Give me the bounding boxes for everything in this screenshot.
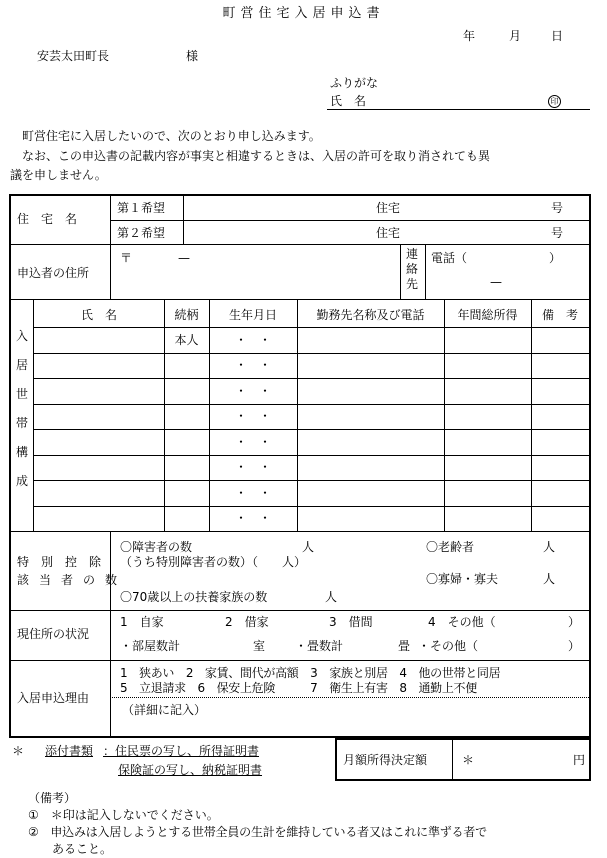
housing-choice-1-label: 第１希望	[117, 201, 166, 215]
document-title: 町営住宅入居申込書	[222, 6, 385, 21]
contact-label: 連 絡 先	[405, 247, 418, 291]
address-contact-divider	[400, 244, 401, 299]
housing-choice-2-mid: 住宅	[376, 226, 401, 240]
housing-choice-1-mid: 住宅	[376, 201, 401, 215]
residence-tatami: ・畳数計	[295, 639, 344, 653]
phone-input[interactable]	[470, 249, 545, 265]
deduction-disabled-unit: 人	[302, 540, 315, 554]
deduction-widow-unit: 人	[543, 572, 556, 586]
deduction-special-disabled: （うち特別障害者の数）（ 人）	[120, 555, 307, 569]
dob-placeholder: ・ ・	[234, 435, 271, 449]
deduction-dependents-unit: 人	[325, 590, 338, 604]
deduction-divider	[110, 531, 111, 610]
col-header-remarks: 備 考	[541, 308, 578, 322]
income-box-bottom	[335, 779, 591, 781]
residence-divider	[110, 610, 111, 660]
housing-label: 住 宅 名	[17, 212, 78, 226]
date-day[interactable]: 日	[551, 29, 564, 43]
dob-placeholder: ・ ・	[234, 460, 271, 474]
housing-row-divider	[110, 220, 590, 221]
intro-line-3: 議を申しません。	[10, 168, 107, 182]
dob-placeholder: ・ ・	[234, 333, 271, 347]
income-mark: ＊	[462, 753, 475, 767]
deduction-elderly: 〇老齢者	[426, 540, 475, 554]
residence-opt-3[interactable]: 3 借間	[329, 615, 373, 629]
deduction-disabled: 〇障害者の数	[120, 540, 193, 554]
col-header-relation: 続柄	[174, 308, 199, 322]
residence-opt-4[interactable]: 4 その他（	[428, 615, 496, 629]
dob-placeholder: ・ ・	[234, 409, 271, 423]
furigana-label: ふりがな	[330, 76, 379, 90]
date-month[interactable]: 月	[509, 29, 522, 43]
dob-placeholder: ・ ・	[234, 384, 271, 398]
table-row[interactable]	[34, 328, 589, 352]
table-row[interactable]	[34, 481, 589, 505]
reason-detail: （詳細に記入）	[122, 703, 207, 717]
address-label: 申込者の住所	[17, 266, 90, 280]
table-row[interactable]	[34, 379, 589, 403]
residence-opt-1[interactable]: 1 自家	[120, 615, 164, 629]
residence-rooms: ・部屋数計	[120, 639, 181, 653]
seal-mark: 印	[548, 94, 561, 108]
deduction-top	[10, 531, 590, 532]
intro-line-2: なお、この申込書の記載内容が事実と相違するときは、入居の許可を取り消されても異	[22, 149, 491, 163]
note-3: あること。	[28, 842, 113, 856]
reason-line-1: 1 狭あい 2 家賃、間代が高額 3 家族と別居 4 他の世帯と同居	[120, 666, 501, 680]
reason-top	[10, 660, 590, 661]
residence-opt-2[interactable]: 2 借家	[225, 615, 269, 629]
deduction-elderly-unit: 人	[543, 540, 556, 554]
income-box-right	[589, 738, 591, 781]
reason-detail-input[interactable]	[116, 700, 586, 734]
frame-left	[9, 194, 11, 738]
residence-label: 現住所の状況	[17, 627, 90, 641]
note-2: ② 申込みは入居しようとする世帯全員の生計を維持している者又はこれに準ずる者で	[28, 825, 487, 839]
income-unit: 円	[573, 753, 586, 767]
postal-dash: —	[178, 251, 190, 265]
phone-label: 電話（	[431, 251, 468, 265]
income-box-top	[335, 738, 591, 740]
residence-other: ・その他（	[418, 639, 479, 653]
reason-line-2: 5 立退請求 6 保安上危険 7 衛生上有害 8 通勤上不便	[120, 681, 477, 695]
deduction-label-1: 特 別 控 除	[17, 555, 102, 569]
deduction-widow: 〇寡婦・寡夫	[426, 572, 499, 586]
income-box-left	[335, 738, 337, 781]
dob-placeholder: ・ ・	[234, 486, 271, 500]
address-input[interactable]	[116, 262, 396, 296]
residence-tatami-unit: 畳	[398, 639, 411, 653]
applicant-name-label: 氏 名	[330, 94, 367, 108]
attachments-line-1: ：住民票の写し、所得証明書	[103, 744, 260, 758]
attachments-label: 添付書類	[45, 744, 94, 758]
col-header-name: 氏 名	[80, 308, 117, 322]
note-1: ① ＊印は記入しないでください。	[28, 808, 219, 822]
table-row[interactable]	[34, 456, 589, 480]
table-row[interactable]	[34, 507, 589, 531]
housing-choice-1-input[interactable]	[190, 197, 586, 217]
residence-top	[10, 610, 590, 611]
reason-divider	[110, 660, 111, 737]
income-box-divider	[452, 738, 453, 781]
housing-choice-2-label: 第２希望	[117, 226, 166, 240]
residence-rooms-unit: 室	[253, 639, 266, 653]
table-row[interactable]	[34, 430, 589, 454]
attachments-mark: ＊	[12, 744, 25, 758]
frame-right	[589, 194, 591, 738]
address-contact-divider-2	[425, 244, 426, 299]
addressee-name: 安芸太田町長	[37, 49, 110, 63]
phone-close: ）	[549, 251, 562, 265]
col-header-income: 年間総所得	[457, 308, 518, 322]
income-label: 月額所得決定額	[343, 753, 428, 767]
dob-placeholder: ・ ・	[234, 511, 271, 525]
table-row[interactable]	[34, 405, 589, 429]
deduction-dependents: 〇70歳以上の扶養家族の数	[120, 590, 268, 604]
household-side-label: 入 居 世 帯 構 成	[15, 329, 28, 488]
address-label-divider	[110, 244, 111, 299]
reason-label: 入居申込理由	[17, 691, 90, 705]
housing-choice-2-end: 号	[551, 226, 564, 240]
dob-placeholder: ・ ・	[234, 358, 271, 372]
relation-self: 本人	[174, 333, 199, 347]
residence-opt-4-close: ）	[568, 615, 581, 629]
addressee-honorific: 様	[186, 49, 199, 63]
date-year[interactable]: 年	[463, 29, 476, 43]
reason-dotted-line	[112, 697, 589, 698]
notes-header: （備考）	[28, 791, 77, 805]
postal-mark: 〒	[120, 251, 133, 265]
housing-choice-1-end: 号	[551, 201, 564, 215]
household-top	[10, 299, 590, 300]
col-header-employer: 勤務先名称及び電話	[316, 308, 425, 322]
applicant-name-underline	[327, 109, 590, 110]
frame-top	[9, 194, 591, 196]
attachments-line-2: 保険証の写し、納税証明書	[118, 763, 263, 777]
housing-choice-2-input[interactable]	[190, 222, 586, 242]
address-top	[10, 244, 590, 245]
intro-line-1: 町営住宅に入居したいので、次のとおり申し込みます。	[22, 129, 321, 143]
deduction-label-2: 該 当 者 の 数	[17, 573, 117, 587]
col-header-dob: 生年月日	[228, 308, 277, 322]
table-row[interactable]	[34, 354, 589, 378]
phone-dash: —	[490, 275, 502, 289]
residence-other-close: ）	[568, 639, 581, 653]
